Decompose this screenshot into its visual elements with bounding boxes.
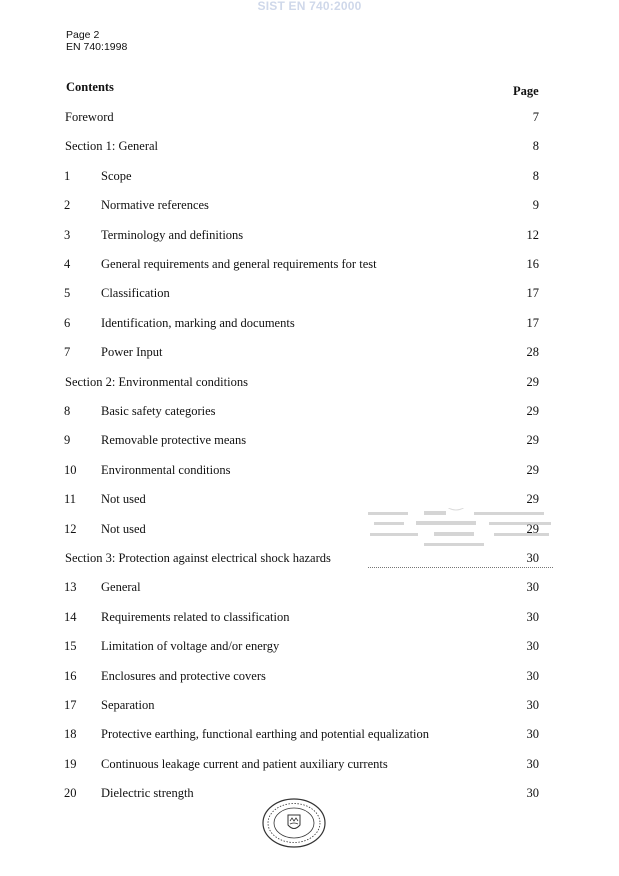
toc-entry-page: 30 bbox=[526, 668, 539, 683]
toc-entry-number: 19 bbox=[64, 756, 77, 771]
toc-entry-title: Environmental conditions bbox=[101, 462, 231, 477]
toc-entry-number: 18 bbox=[64, 727, 77, 742]
toc-entry-page: 30 bbox=[526, 727, 539, 742]
toc-entry-16 bbox=[0, 667, 619, 685]
toc-entry-8 bbox=[0, 402, 619, 420]
toc-entry-number: 11 bbox=[64, 492, 77, 507]
toc-entry-13 bbox=[0, 578, 619, 596]
toc-entry-number: 9 bbox=[64, 433, 71, 448]
toc-entry-title: Separation bbox=[101, 698, 155, 712]
toc-entry-number: 10 bbox=[64, 462, 77, 477]
toc-entry-page: 29 bbox=[526, 433, 539, 448]
toc-entry-section bbox=[0, 108, 619, 126]
toc-entry-page: 9 bbox=[532, 198, 539, 213]
toc-entry-page: 30 bbox=[526, 698, 539, 712]
toc-entry-number: 17 bbox=[64, 698, 77, 712]
toc-entry-title: Section 1: General bbox=[65, 139, 159, 154]
toc-entry-title: Terminology and definitions bbox=[101, 227, 244, 242]
toc-entry-number: 1 bbox=[64, 168, 71, 183]
toc-entry-page: 8 bbox=[532, 168, 539, 183]
toc-entry-title: Enclosures and protective covers bbox=[101, 668, 266, 683]
toc-entry-number: 7 bbox=[64, 345, 71, 360]
toc-entry-3 bbox=[0, 226, 619, 244]
contents-title: Contents bbox=[66, 80, 114, 94]
toc-entry-page: 29 bbox=[526, 374, 539, 389]
page-column-heading: Page bbox=[513, 84, 539, 98]
toc-entry-page: 28 bbox=[526, 345, 539, 360]
toc-entry-title: General bbox=[101, 580, 141, 595]
toc-entry-title: Dielectric strength bbox=[101, 786, 194, 801]
toc-entry-number: 3 bbox=[64, 227, 71, 242]
toc-entry-page: 29 bbox=[526, 462, 539, 477]
page-header bbox=[66, 30, 127, 53]
toc-entry-title: Power Input bbox=[101, 345, 163, 360]
toc-entry-title: Classification bbox=[101, 286, 170, 301]
toc-entry-17 bbox=[0, 696, 619, 714]
toc-entry-page: 30 bbox=[526, 786, 539, 801]
toc-entry-number: 20 bbox=[64, 786, 77, 801]
toc-entry-7 bbox=[0, 343, 619, 361]
toc-entry-11 bbox=[0, 490, 619, 508]
toc-entry-title: Section 2: Environmental conditions bbox=[65, 374, 248, 389]
toc-entry-9 bbox=[0, 431, 619, 449]
toc-entry-15 bbox=[0, 637, 619, 655]
toc-entry-title: Limitation of voltage and/or energy bbox=[101, 639, 280, 654]
toc-entry-page: 12 bbox=[526, 227, 539, 242]
official-seal-icon bbox=[261, 797, 327, 849]
toc-entry-title: Removable protective means bbox=[101, 433, 247, 448]
toc-entry-title: Continuous leakage current and patient auxiliary currents bbox=[101, 756, 388, 771]
toc-entry-page: 29 bbox=[526, 521, 539, 536]
toc-entry-title: Scope bbox=[101, 168, 132, 183]
toc-entry-title: General requirements and general requirements for test bbox=[101, 257, 377, 271]
toc-entry-number: 4 bbox=[64, 257, 71, 271]
toc-entry-1 bbox=[0, 167, 619, 185]
toc-entry-section bbox=[0, 137, 619, 155]
toc-entry-10 bbox=[0, 461, 619, 479]
toc-entry-number: 15 bbox=[64, 639, 77, 654]
toc-entry-18 bbox=[0, 725, 619, 743]
toc-entry-page: 30 bbox=[526, 551, 539, 565]
toc-entry-number: 14 bbox=[64, 609, 77, 624]
toc-entry-number: 5 bbox=[64, 286, 71, 301]
toc-entry-page: 8 bbox=[532, 139, 539, 154]
toc-entry-page: 16 bbox=[526, 257, 539, 271]
toc-entry-title: Not used bbox=[101, 492, 146, 507]
toc-entry-title: Section 3: Protection against electrical shock hazards bbox=[65, 551, 331, 565]
toc-entry-page: 30 bbox=[526, 580, 539, 595]
toc-entry-page: 17 bbox=[526, 315, 539, 330]
page-label: Page 2 bbox=[66, 29, 100, 41]
toc-entry-number: 16 bbox=[64, 668, 77, 683]
toc-entry-page: 7 bbox=[532, 110, 539, 124]
faded-stamp bbox=[364, 508, 559, 554]
toc-entry-title: Not used bbox=[101, 521, 146, 536]
toc-entry-page: 30 bbox=[526, 639, 539, 654]
watermark: SIST EN 740:2000 bbox=[257, 0, 362, 13]
toc-entry-14 bbox=[0, 608, 619, 626]
toc-entry-19 bbox=[0, 755, 619, 773]
standard-reference: EN 740:1998 bbox=[66, 40, 128, 53]
toc-entry-page: 29 bbox=[526, 404, 539, 418]
toc-entry-number: 13 bbox=[64, 580, 77, 595]
toc-entry-2 bbox=[0, 196, 619, 214]
toc-entry-title: Normative references bbox=[101, 198, 209, 213]
toc-entry-title: Identification, marking and documents bbox=[101, 315, 295, 330]
toc-entry-title: Foreword bbox=[65, 110, 114, 124]
toc-entry-title: Basic safety categories bbox=[101, 404, 216, 418]
toc-entry-number: 2 bbox=[64, 198, 71, 213]
toc-entry-page: 17 bbox=[526, 286, 539, 301]
toc-entry-section bbox=[0, 373, 619, 391]
toc-entry-title: Requirements related to classification bbox=[101, 609, 290, 624]
toc-entry-number: 12 bbox=[64, 521, 77, 536]
toc-entry-page: 30 bbox=[526, 609, 539, 624]
toc-entry-6 bbox=[0, 314, 619, 332]
toc-entry-5 bbox=[0, 284, 619, 302]
toc-entry-number: 6 bbox=[64, 315, 71, 330]
stamp-dotted-line bbox=[368, 567, 553, 568]
toc-entry-page: 29 bbox=[526, 492, 539, 507]
toc-entry-number: 8 bbox=[64, 404, 71, 418]
toc-entry-title: Protective earthing, functional earthing and potential equalization bbox=[101, 727, 430, 742]
toc-entry-4 bbox=[0, 255, 619, 273]
toc-entry-page: 30 bbox=[526, 756, 539, 771]
